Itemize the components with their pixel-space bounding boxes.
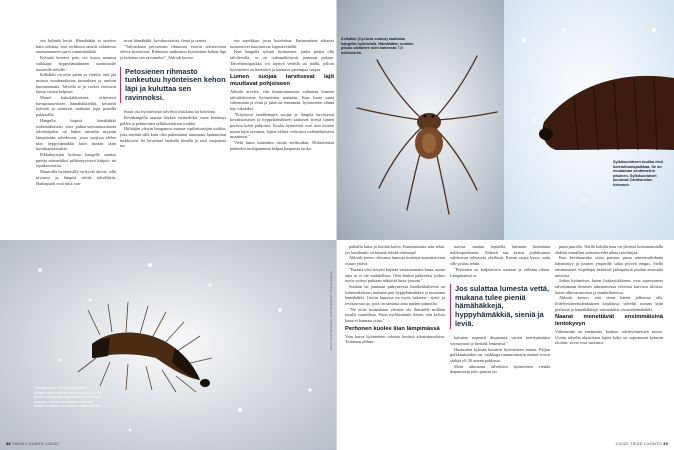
beetle-larva-photo [504,0,674,240]
right-column-3 [555,244,663,440]
paragraph: kuluttaa nopeasti disaasasta varien kerrityämääsä voimavarat ja herittää fenkenisä." [450,335,550,346]
paragraph: "Perhonen on kuljetettava suoraan ja viileään tilaan. Lämpimässä se [450,266,550,278]
paragraph: Vielä lunta kuitenkin riittää etelässäkin. Hiihtolenkin pääteeksi mokipannuun kelpaa kaapaista tuoko- [230,140,334,151]
paragraph: "Talviaikaan petoseinen rihmastot etsivät talviravossa olevia hyönteisiä. Rihmasto tunkeutuu hyönteisen kehon läpi ja kuluttaa sen ravinnoksi", Ahlroth kertoo. [120,43,226,61]
pull-quote: Jos sulattaa lumesta vettä, mukana tulee pieniä hämähäkkejä, hyppyhämäkkiä, sieniä ja leviä. [450,284,550,329]
page-number: 39 [663,441,668,446]
paragraph: puun juurella. Näillä kohdin maa on yleensä kohonnumtalla ehdeää vaarallset sulamisvedet ulkaa talvehtijaa. [555,244,663,255]
left-column-2 [120,38,226,231]
spider-photo [337,0,504,240]
paragraph: "Paraata olisi tietysti käyttää vastasatanutta lunta, mutta aina se ei ole mahdollista. Olen lenkin päätteeksi joskus myös syönyt puhtaan näköistä lunta jaosoni." [345,266,445,284]
paragraph: Suuri osa hyönteisistä talvehtii toukkana tai kotelona. [124,109,217,115]
subheading-lumen: Lumen suojaa tarvitsevat lajit muuttavat pohjoiseen [230,74,334,88]
caterpillar-caption: Ruostesiiven (Phragmatobia fuliginosa) toukka liittee kevättalvella dimen silloin lämpenenestä etsimään pakkaa, missä koteloitua. Karvat määren pituus on kolme senttimetriä. [34,386,102,409]
paragraph: Vain harva hyönteinen odottaa kevättä aikuismuodossa. Toinnaan oleban- [345,333,445,345]
subheading-perhonen: Perhonen kuolee liian lämpimässä [345,325,440,332]
paragraph: Kun hangella työsnii hyönteisen, jonka pitäisi olla talvilevolla, se on todennäköisesti joutunut pulaan. Talvehtimispaikka voi täyttyä vedellä tai jäällä, jolloin hyönteisen on herättävä ja haettava parempaa suojaa. [230,49,334,72]
right-column-2 [450,244,550,440]
issue-number: 1/2022 [45,441,59,446]
page-number: 38 [6,441,11,446]
right-folio [615,441,668,446]
caterpillar-illustration [0,240,337,450]
paragraph: Ahlroth arvelee, että ilmastonmuutos vaikuttaa lumeen talviaktiivisten hyönteisten määrään. Kun lunta sataa vähemmän ja vettä ja jäätä on enemmän, hyönteisten elämä käy tukalaksi. [230,88,334,111]
paragraph: paikalla lunta ja koittää kaivit. Kunnastuusta niin tehtä, jos lumihanki on täynnä elävää elamaaja! [345,244,445,255]
paragraph: vin sopukkaa, jossa koteloitua. Ensimmäiset aikuiset ruostesiivet kuoriutuvat loppukeväällä. [230,38,334,49]
paragraph: Jotkin hyönteiset, kuten lisakaytikkönen, ovat sopeutuneet talvettimaan ihmisen rakentamissa viileissä kuivissa tiloissa, kuten ulkovarastoissa ja maakellareissa. [555,278,663,295]
paragraph: Moni aikuisena talvehtiva hyönteinen viettää diapausseja joko puussa tai [450,363,550,375]
beetle-larva-caption: Sylkikuoriaisen toukka etsii koteloitumispaikkaa. Se on muutaman senttimetrin pituinen. Sylkikuoriaiset kuuluvat Cantharidae-heimoon. [613,160,663,187]
paragraph: Kylmää kestävä peto voi kutoa ansansa vaikkapa hyppyhämäännen suomimaile tumiselle nöttille. [36,55,116,72]
subheading-naarat: Naarat menettävät ensimmäisinä lentokyvyn [555,314,663,328]
paragraph: vin kylmää kestä. Hämähäkin ei tarvitse kuin odottaa, että verkkoon tanssii sohimesta tuuntaantuneet parvi tunnistäääkää. [36,38,116,55]
larva-illustration [504,0,674,240]
paragraph: Ahlroth kertoo, että sivan hänen jalkoissa alla, födelvesitteettidenkuksen kirjalassa, talvehti useaan lajin perhosia ja hämähäkkejä, esimerkiksi varastohämähäkki. [555,295,663,312]
left-column-1 [36,38,116,231]
paragraph: "Ne eivät kuitenkaan yleensä ole ihmiselle millään tavalla vaarallisia. Paras nyrkkisääntö lienee, että kelvaa lunta ei kannata ottaa." [345,306,445,324]
spider-caption: Kelkäkki (Cyclosa conica) saalistaa hangella hyönteisiä. Hämähäkin ruumiin pituus vaihtelee noin kolmesta 7,5 millimetriin. [341,37,414,55]
issue-number: 1/2022 [615,441,629,446]
caterpillar-photo [0,240,337,450]
paragraph: Kun kevätaurinko ottaa paistaa, puun aineenvaihdunta käynnistyy ja juurien ympärille sulaa pyöreä rengas. Siellä ensimmäiset viipeltäjät heittävät jäikäpeäytä puulan ensimäär navirtoa. [555,255,663,278]
publication-name: TIEDE LUONTO [12,441,44,446]
paragraph: Suuhun tai jäumaan päätyneessä lumikekkäleessä on todennäköisesti mukana pari hyppyhämäkkeä ja muutama hämähäkki. Useiin lumessa on myös bakteeri-, sieni- ja levikasvustoja, joita on samasta aina puiden pinnoilta. [345,283,445,307]
pull-quote: Petosienen rihmasto tunkeutuu hyönteisen kehon läpi ja kuluttaa sen ravinnoksi. [120,67,226,103]
paragraph: Pikkukyrsijän kolosta hangelle saattaa puesta esimerkiksi piilätanyytsevä kääpiö- tai rapukoveiaisia. [36,152,116,169]
paragraph: Hangella hiipivä hämähäkki todennäköisesti etsii puhaa-savistamuotsmia talvehtijoiksi tai hakee tunnelia myyrän lämpöisään talvehtoon, josta suojissa elelee niin hyppyhämäkkä kuin useaan lajin kovakuoriaisiakin. [36,117,116,152]
paragraph: Vähemmän on enemmän, koukuu talvihyönteisten motto. Useiin talvella aktiivisten lajien keho on sopeutunut kylmiin oloihin: siivet ovat surkastu- [555,329,663,346]
paragraph: Kelkäkki on nöte piemi ja värilös, että jää muissa vuodenaikoina tiuniuksen ja useinin huomaamatta. Talvella se ja vorkot erottuvat lumia vasten helposti. [36,72,116,95]
paragraph: Ahlroth kertoo olevansa lumesta kotietyn nuoruksiivian osuuri yttävä. [345,255,445,267]
paragraph: noessa saattaa lepatella lämmön herättämä nokkosperhonen. Ahlroth saa kertoa joulukuussa valokuvan talviaseta yksilöstä. Kuvan ottaja kysyi, mitä sille pitäisi tehdä. [450,244,550,267]
paragraph: Monet kaksilahkaisista, erityisesti havupuuisetsisen hämähäkkieläit, kestävät kylmää ja saattavat saalistaa jopa pienillä pakkasilla. [36,95,116,118]
publication-name: TIEDE LUONTO [629,441,662,446]
spider-illustration [337,0,504,240]
paragraph: Maan alla hyönteisillä on hyvät olovat, sillä ravintoa ja lämpöä riittää talvellakin. Haittapuoli ovat niitä vaa- [36,169,116,186]
paragraph: Kevähangella saattaa liikkeä esimerkiksi vasta herännyt pullea ja pehmoinen sylkikuoriaisen toukka. [120,114,226,126]
paragraph: "Erityisesti tumlihangen suojaa ja lämpöä tarvitsevat kovakuoriaiset ja hyppyhämäkkeet saattavat siirtyä lumen perässä kohti pohjoista. Koska hyönteiset ovat niin monen muun lajin ravintoa, lajien väliset verkostot todennäköisesti muuttuvat." [230,111,334,140]
paragraph: Hiihtäjän yleisin hangaassa osuuna sipiliekotsäjän toukka, joka näyttää sillä kuin olisi pukeutunut tummaan, laahaavaan turkkiseen. Se havaitsee laukalla ilmalla ja etsii suojaaisia tur- [120,126,226,149]
paragraph: nivat hämähäkit, kovakuoriaiset, ilmat ja seneet. [124,38,208,43]
left-folio [6,441,59,446]
right-page [337,0,674,450]
right-column-1 [345,244,445,440]
photo-credit: Kuvat: Pauli Kolmainen, Juha Pentikäinen, Anna Hyyppinen [329,270,333,350]
left-column-3 [230,38,334,231]
paragraph: Huonoiten kylmää kestävät hyönteisten munat. Paljon polkkuuksiakin on, vaikkapa tuntumiintarin munat voivat särkää yli 30 asteen pakkasta. [450,346,550,363]
